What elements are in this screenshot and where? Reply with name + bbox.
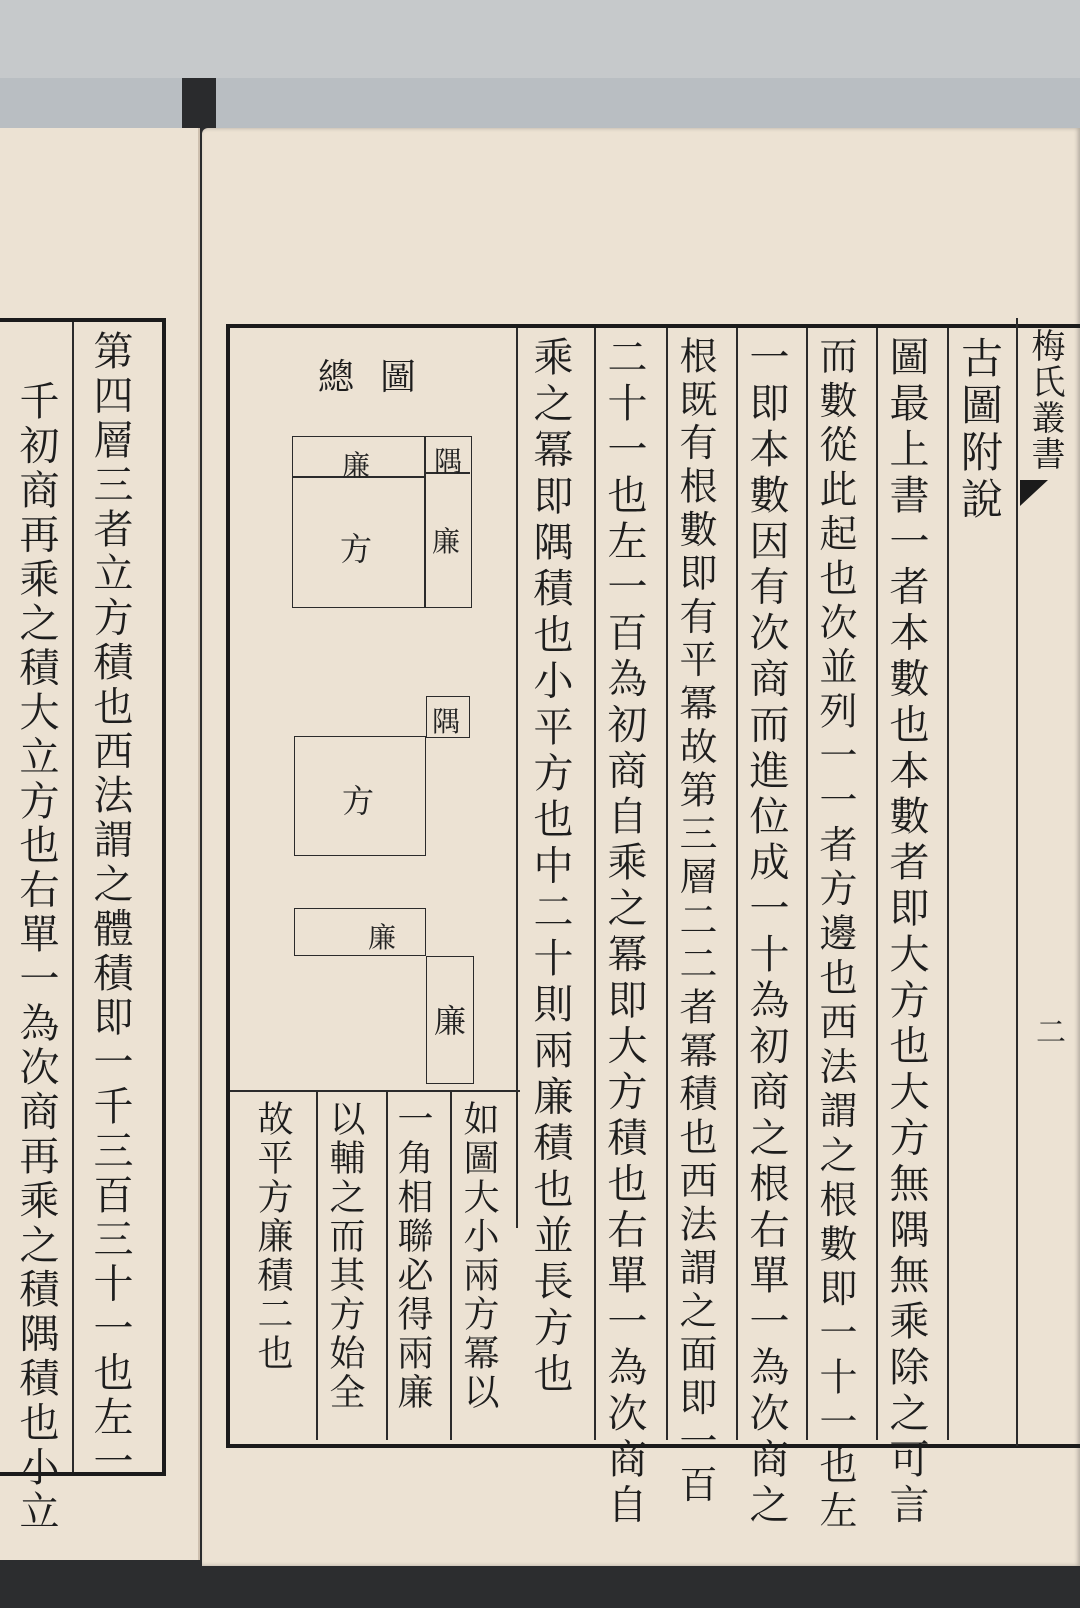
text-column-6: 乘之冪即隅積也小平方也中二十則兩廉積也並長方也 [527,336,573,1399]
column-rule [876,328,878,1440]
column-rule [947,328,949,1440]
section-title: 古圖附說 [955,336,1004,524]
annotation-rule [450,1090,452,1440]
column-rule [72,322,74,1472]
label-fang-1: 方 [340,530,373,568]
column-rule [736,328,738,1440]
fishtail-mark [1020,480,1048,506]
column-rule [516,328,518,1228]
label-lian-3: 廉 [368,921,397,954]
annotation-column-3: 以輔之而其方始全 [324,1100,365,1412]
column-rule [594,328,596,1440]
annotation-column-2: 一角相聯必得兩廉 [392,1100,433,1412]
background-strip [0,78,1080,130]
annotation-column-1: 如圖大小兩方冪以 [458,1100,499,1412]
left-column-2: 千初商再乘之積大立方也右單一為次商再乘之積隅積也小立 [13,380,59,1535]
diagram-strip-horizontal [294,908,426,956]
header-rule [1016,318,1018,1446]
book-title: 梅氏叢書 [1025,328,1065,472]
text-column-5: 二十一也左一百為初商自乘之冪即大方積也右單一為次商自 [601,336,647,1530]
text-column-1: 圖最上書一者本數也本數者即大方也大方無隅無乘除之可言 [883,336,929,1530]
annotation-rule [386,1090,388,1440]
text-column-2: 而數從此起也次並列一一者方邊也西法謂之根數即一十一也左 [813,336,857,1535]
text-column-4: 根既有根數即有平冪故第三層二二者冪積也西法謂之面即一百 [673,336,717,1508]
label-yu-1: 隅 [434,445,463,478]
column-rule [666,328,668,1440]
text-column-3: 一即本數因有次商而進位成一十為初商之根右單一為次商之 [743,336,789,1530]
column-rule [806,328,808,1440]
label-fang-2: 方 [342,782,375,820]
label-lian-1: 廉 [342,449,371,482]
annotation-column-4: 故平方廉積二也 [252,1100,293,1373]
annotation-top-rule [230,1090,520,1092]
label-lian-2: 廉 [432,525,461,558]
background-bottom [0,1560,1080,1608]
left-page [0,128,200,1560]
right-page [202,128,1080,1566]
annotation-rule [316,1090,318,1440]
left-column-1: 第四層三者立方積也西法謂之體積即一千三百三十一也左一 [87,330,133,1485]
background-top [0,0,1080,78]
label-lian-4: 廉 [434,1002,467,1040]
page-number: 二 [1030,1016,1065,1051]
label-yu-2: 隅 [432,705,461,738]
diagram-title: 總圖 [318,357,443,398]
